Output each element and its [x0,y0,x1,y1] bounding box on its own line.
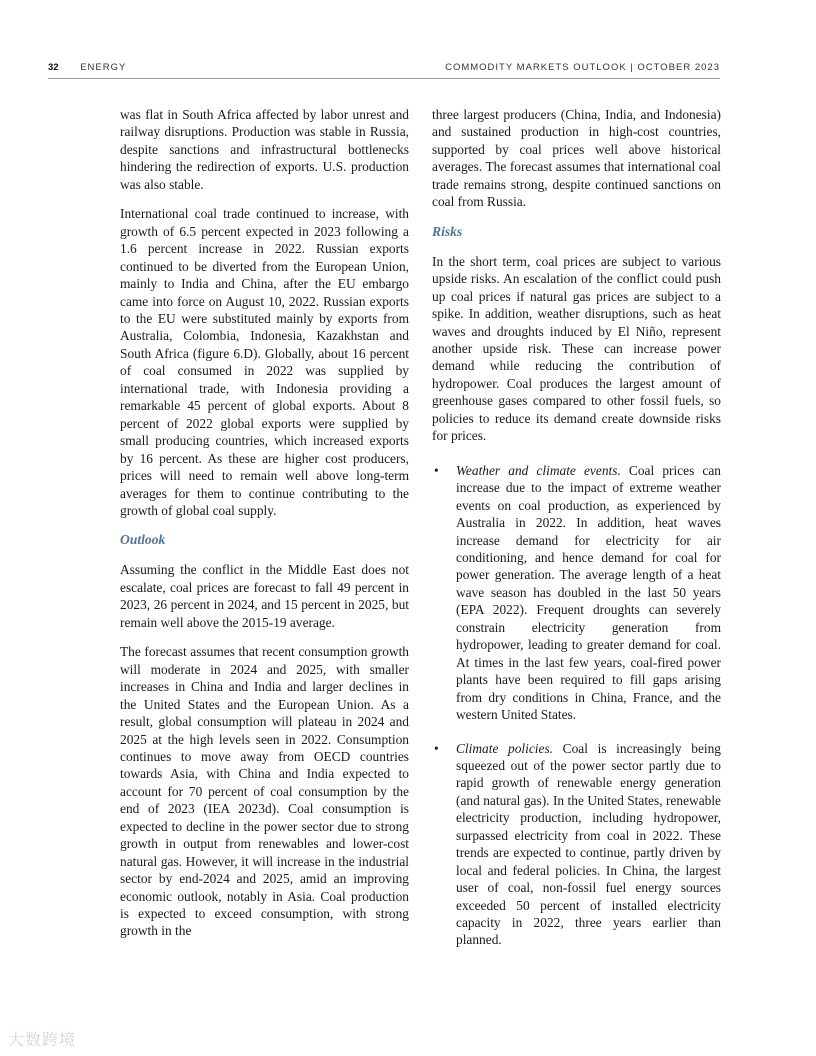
bullet-item [432,462,721,724]
bullet-title: Climate policies. [456,740,554,756]
bullet-text: Coal is increasingly being squeezed out of the power sector partly due to rapid growth of renewable energy generation (and natural gas). In the United States, renewable electricity production, including hydropower, surpassed electricity from coal in 2022. These trends are expected to continue, partly driven by local and federal policies. In China, the largest user of coal, non-fossil fuel energy sources exceeded 50 percent of installed electricity capacity in 2022, three years earlier than planned. [456,740,722,948]
header-divider [48,78,720,79]
paragraph: In the short term, coal prices are subject to various upside risks. An escalation of the conflict could push up coal prices if natural gas prices are subject to a spike. In addition, weather disruptions, such as heat waves and droughts induced by El Niño, represent another upside risk. These can increase power demand while reducing the contribution of hydropower. Coal produces the largest amount of greenhouse gases compared to other fossil fuels, so policies to reduce its demand create downside risks for prices. [432,253,721,444]
bullet-item [432,740,721,949]
page-header [48,62,720,73]
bullet-marker: • [434,740,439,756]
bullet-text: Coal prices can increase due to the impact of extreme weather events on coal production, as experienced by Australia in 2022. In addition, heat waves increase demand for electricity for air conditioning, and hence demand for coal for power generation. The average length of a heat wave season has doubled in the last 50 years (EPA 2022). Frequent droughts can severely constrain electricity generation from hydropower, leading to greater demand for coal. At times in the last few years, coal-fired power plants have been required to fill gaps arising from dry conditions in China, France, and the western United States. [456,462,721,723]
risks-heading: Risks [432,223,463,239]
publication-title: COMMODITY MARKETS OUTLOOK | OCTOBER 2023 [445,62,720,73]
section-label: ENERGY [80,62,127,73]
page-number: 32 [48,62,59,73]
paragraph: The forecast assumes that recent consumption growth will moderate in 2024 and 2025, with smaller increases in China and India and larger declines in the United States and the European Union. As a result, global consumption will plateau in 2024 and 2025 at the high levels seen in 2022. Consumption continues to move away from OECD countries towards Asia, with China and India expected to account for 70 percent of coal consumption by the end of 2023 (IEA 2023d). Coal consumption is expected to decline in the power sector due to strong growth in output from renewables and lower-cost natural gas. However, it will increase in the industrial sector by end-2024 and 2025, amid an improving economic outlook, notably in Asia. Coal production is expected to exceed consumption, with strong growth in the [120,644,409,939]
outlook-heading: Outlook [120,532,166,548]
bullet-marker: • [434,462,439,478]
paragraph: three largest producers (China, India, and Indonesia) and sustained production in high-cost countries, supported by coal prices well above historical averages. The forecast assumes that international coal trade remains strong, despite continued sanctions on coal from Russia. [432,107,721,210]
paragraph: International coal trade continued to increase, with growth of 6.5 percent expected in 2023 following a 1.6 percent increase in 2022. Russian exports continued to be diverted from the European Union, mainly to India and China, after the EU embargo came into force on August 10, 2022. Russian exports to the EU were substituted mainly by exports from Australia, Colombia, Indonesia, Kazakhstan and South Africa (figure 6.D). Globally, about 16 percent of coal consumed in 2022 was supplied by international trade, with Indonesia providing a remarkable 45 percent of global exports. About 8 percent of 2022 global exports were supplied by small producing countries, which increased exports by 16 percent. As these are higher cost producers, prices will need to remain well above long-term averages for them to continue contributing to the growth of global coal supply. [120,206,409,518]
right-column [432,106,721,965]
bullet-title: Weather and climate events. [456,462,621,478]
left-column [120,106,409,952]
paragraph: Assuming the conflict in the Middle East does not escalate, coal prices are forecast to fall 49 percent in 2023, 26 percent in 2024, and 15 percent in 2025, but remain well above the 2015-19 average. [120,562,409,630]
paragraph: was flat in South Africa affected by labor unrest and railway disruptions. Production was stable in Russia, despite sanctions and infrastructural bottlenecks hindering the redirection of exports. U.S. production was also stable. [120,107,409,192]
watermark: 大数跨境 [8,1030,77,1049]
